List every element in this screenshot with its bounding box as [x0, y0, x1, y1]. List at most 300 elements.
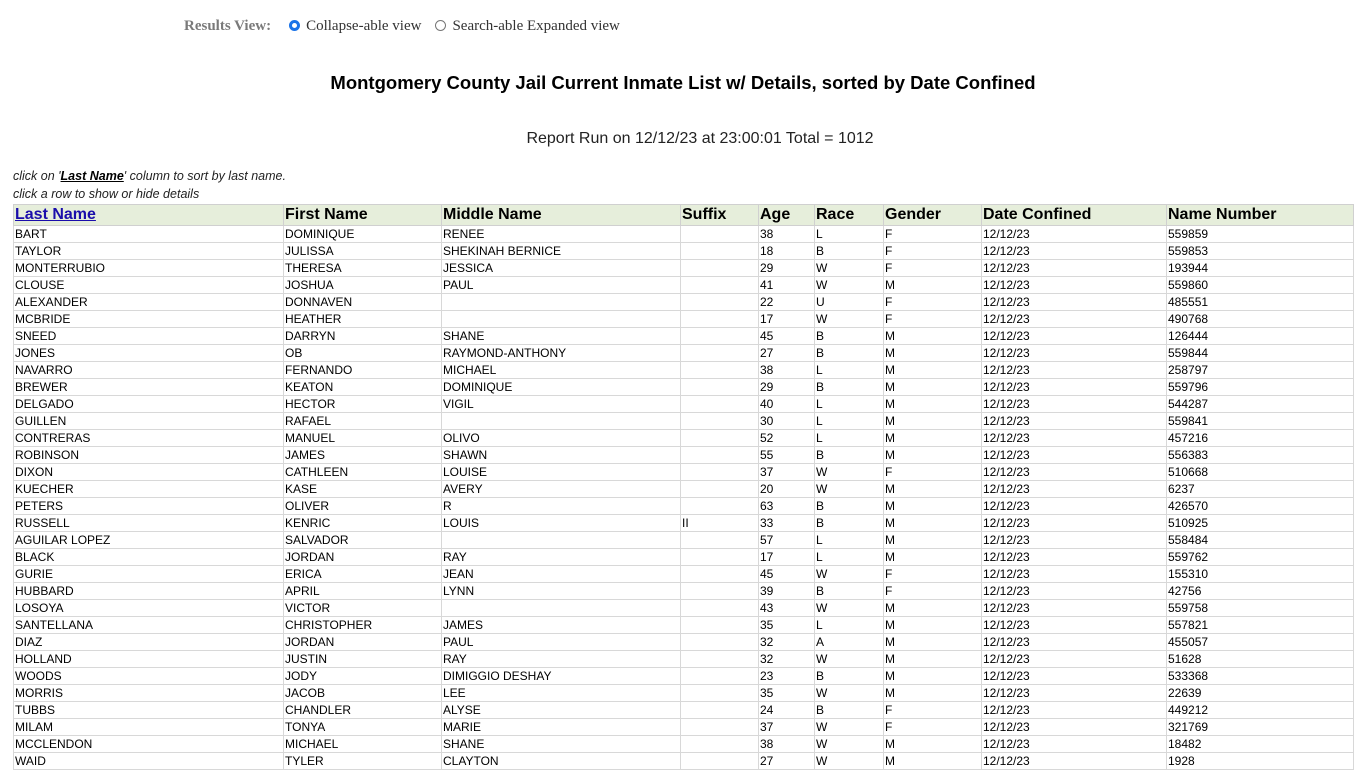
cell-middle-name: LEE — [442, 685, 681, 702]
cell-first-name: JODY — [284, 668, 442, 685]
cell-first-name: DOMINIQUE — [284, 226, 442, 243]
cell-middle-name — [442, 294, 681, 311]
cell-suffix — [681, 328, 759, 345]
cell-suffix — [681, 702, 759, 719]
cell-name-number: 42756 — [1167, 583, 1354, 600]
cell-age: 40 — [759, 396, 815, 413]
cell-suffix: II — [681, 515, 759, 532]
sort-hint-suffix: ' column to sort by last name. — [123, 169, 286, 183]
cell-first-name: ERICA — [284, 566, 442, 583]
cell-gender: F — [884, 294, 982, 311]
cell-suffix — [681, 753, 759, 770]
cell-first-name: MICHAEL — [284, 736, 442, 753]
cell-suffix — [681, 583, 759, 600]
cell-age: 43 — [759, 600, 815, 617]
cell-race: L — [815, 617, 884, 634]
table-row[interactable] — [14, 362, 1354, 379]
cell-gender: F — [884, 719, 982, 736]
cell-name-number: 556383 — [1167, 447, 1354, 464]
cell-middle-name: AVERY — [442, 481, 681, 498]
cell-gender: M — [884, 668, 982, 685]
cell-date-confined: 12/12/23 — [982, 600, 1167, 617]
cell-age: 22 — [759, 294, 815, 311]
cell-race: W — [815, 481, 884, 498]
cell-gender: F — [884, 566, 982, 583]
inmate-table — [13, 204, 1354, 770]
collapse-view-label[interactable]: Collapse-able view — [306, 17, 422, 34]
cell-suffix — [681, 549, 759, 566]
cell-race: L — [815, 362, 884, 379]
table-row[interactable] — [14, 498, 1354, 515]
cell-suffix — [681, 532, 759, 549]
collapse-view-radio[interactable] — [289, 18, 421, 35]
cell-date-confined: 12/12/23 — [982, 413, 1167, 430]
cell-age: 35 — [759, 685, 815, 702]
table-row[interactable] — [14, 736, 1354, 753]
cell-first-name: KASE — [284, 481, 442, 498]
cell-race: W — [815, 311, 884, 328]
cell-name-number: 51628 — [1167, 651, 1354, 668]
table-row[interactable] — [14, 719, 1354, 736]
cell-middle-name: MICHAEL — [442, 362, 681, 379]
cell-middle-name — [442, 532, 681, 549]
cell-race: W — [815, 719, 884, 736]
sort-hint-prefix: click on ' — [13, 169, 61, 183]
cell-name-number: 490768 — [1167, 311, 1354, 328]
cell-date-confined: 12/12/23 — [982, 379, 1167, 396]
cell-middle-name: OLIVO — [442, 430, 681, 447]
cell-date-confined: 12/12/23 — [982, 362, 1167, 379]
cell-first-name: JUSTIN — [284, 651, 442, 668]
cell-suffix — [681, 600, 759, 617]
cell-first-name: KENRIC — [284, 515, 442, 532]
cell-date-confined: 12/12/23 — [982, 464, 1167, 481]
cell-last-name: TUBBS — [14, 702, 284, 719]
cell-age: 35 — [759, 617, 815, 634]
cell-last-name: BART — [14, 226, 284, 243]
cell-age: 29 — [759, 260, 815, 277]
cell-race: B — [815, 345, 884, 362]
sort-hint-link: Last Name — [60, 169, 124, 183]
cell-date-confined: 12/12/23 — [982, 753, 1167, 770]
table-row[interactable] — [14, 379, 1354, 396]
cell-last-name: KUECHER — [14, 481, 284, 498]
cell-middle-name: PAUL — [442, 634, 681, 651]
cell-age: 38 — [759, 226, 815, 243]
cell-suffix — [681, 566, 759, 583]
cell-age: 38 — [759, 362, 815, 379]
cell-last-name: ALEXANDER — [14, 294, 284, 311]
cell-date-confined: 12/12/23 — [982, 277, 1167, 294]
cell-race: B — [815, 668, 884, 685]
cell-last-name: NAVARRO — [14, 362, 284, 379]
cell-age: 52 — [759, 430, 815, 447]
cell-first-name: JORDAN — [284, 634, 442, 651]
cell-name-number: 22639 — [1167, 685, 1354, 702]
cell-date-confined: 12/12/23 — [982, 617, 1167, 634]
table-row[interactable] — [14, 549, 1354, 566]
col-middle-name: Middle Name — [442, 205, 681, 226]
cell-middle-name: SHANE — [442, 328, 681, 345]
cell-suffix — [681, 260, 759, 277]
col-first-name: First Name — [284, 205, 442, 226]
cell-race: W — [815, 260, 884, 277]
cell-middle-name — [442, 413, 681, 430]
cell-date-confined: 12/12/23 — [982, 311, 1167, 328]
cell-race: B — [815, 583, 884, 600]
col-last-name[interactable] — [14, 205, 284, 226]
cell-name-number: 559860 — [1167, 277, 1354, 294]
cell-gender: F — [884, 702, 982, 719]
cell-gender: M — [884, 345, 982, 362]
cell-last-name: GUILLEN — [14, 413, 284, 430]
table-row[interactable] — [14, 396, 1354, 413]
table-row[interactable] — [14, 685, 1354, 702]
cell-middle-name: DIMIGGIO DESHAY — [442, 668, 681, 685]
cell-middle-name: RAY — [442, 651, 681, 668]
cell-race: B — [815, 498, 884, 515]
cell-gender: M — [884, 481, 982, 498]
cell-first-name: OLIVER — [284, 498, 442, 515]
cell-date-confined: 12/12/23 — [982, 226, 1167, 243]
cell-suffix — [681, 685, 759, 702]
cell-middle-name: ALYSE — [442, 702, 681, 719]
table-row[interactable] — [14, 260, 1354, 277]
cell-first-name: THERESA — [284, 260, 442, 277]
col-suffix: Suffix — [681, 205, 759, 226]
cell-name-number: 533368 — [1167, 668, 1354, 685]
cell-gender: M — [884, 549, 982, 566]
cell-gender: M — [884, 328, 982, 345]
cell-last-name: MONTERRUBIO — [14, 260, 284, 277]
table-header-row — [14, 205, 1354, 226]
cell-last-name: ROBINSON — [14, 447, 284, 464]
cell-age: 38 — [759, 736, 815, 753]
cell-suffix — [681, 430, 759, 447]
table-row[interactable] — [14, 311, 1354, 328]
cell-last-name: BREWER — [14, 379, 284, 396]
cell-race: B — [815, 702, 884, 719]
cell-first-name: CHANDLER — [284, 702, 442, 719]
table-row[interactable] — [14, 277, 1354, 294]
cell-name-number: 193944 — [1167, 260, 1354, 277]
table-row[interactable] — [14, 294, 1354, 311]
cell-gender: F — [884, 464, 982, 481]
table-row[interactable] — [14, 430, 1354, 447]
cell-middle-name: MARIE — [442, 719, 681, 736]
cell-name-number: 426570 — [1167, 498, 1354, 515]
cell-age: 41 — [759, 277, 815, 294]
cell-last-name: AGUILAR LOPEZ — [14, 532, 284, 549]
cell-suffix — [681, 464, 759, 481]
col-date-confined: Date Confined — [982, 205, 1167, 226]
cell-race: W — [815, 685, 884, 702]
cell-date-confined: 12/12/23 — [982, 702, 1167, 719]
cell-name-number: 321769 — [1167, 719, 1354, 736]
table-row[interactable] — [14, 515, 1354, 532]
cell-middle-name: RAY — [442, 549, 681, 566]
cell-race: B — [815, 379, 884, 396]
cell-last-name: CLOUSE — [14, 277, 284, 294]
cell-suffix — [681, 362, 759, 379]
cell-first-name: JOSHUA — [284, 277, 442, 294]
cell-age: 45 — [759, 566, 815, 583]
cell-race: L — [815, 413, 884, 430]
table-row[interactable] — [14, 413, 1354, 430]
cell-last-name: SNEED — [14, 328, 284, 345]
cell-date-confined: 12/12/23 — [982, 515, 1167, 532]
cell-suffix — [681, 719, 759, 736]
cell-first-name: HECTOR — [284, 396, 442, 413]
cell-gender: M — [884, 430, 982, 447]
cell-middle-name: SHAWN — [442, 447, 681, 464]
cell-name-number: 510668 — [1167, 464, 1354, 481]
cell-name-number: 1928 — [1167, 753, 1354, 770]
cell-age: 37 — [759, 464, 815, 481]
cell-last-name: HOLLAND — [14, 651, 284, 668]
cell-middle-name: RAYMOND-ANTHONY — [442, 345, 681, 362]
cell-age: 30 — [759, 413, 815, 430]
cell-middle-name: LOUISE — [442, 464, 681, 481]
col-age: Age — [759, 205, 815, 226]
cell-last-name: MORRIS — [14, 685, 284, 702]
cell-name-number: 557821 — [1167, 617, 1354, 634]
table-row[interactable] — [14, 583, 1354, 600]
cell-name-number: 559844 — [1167, 345, 1354, 362]
cell-last-name: WAID — [14, 753, 284, 770]
cell-gender: M — [884, 277, 982, 294]
cell-suffix — [681, 413, 759, 430]
cell-middle-name: SHEKINAH BERNICE — [442, 243, 681, 260]
cell-middle-name: RENEE — [442, 226, 681, 243]
cell-middle-name: JAMES — [442, 617, 681, 634]
table-row[interactable] — [14, 328, 1354, 345]
cell-age: 29 — [759, 379, 815, 396]
cell-suffix — [681, 617, 759, 634]
cell-middle-name: LYNN — [442, 583, 681, 600]
cell-first-name: RAFAEL — [284, 413, 442, 430]
cell-gender: F — [884, 243, 982, 260]
cell-gender: M — [884, 651, 982, 668]
cell-gender: F — [884, 226, 982, 243]
cell-last-name: MILAM — [14, 719, 284, 736]
cell-first-name: JAMES — [284, 447, 442, 464]
table-row[interactable] — [14, 566, 1354, 583]
cell-first-name: TYLER — [284, 753, 442, 770]
cell-suffix — [681, 277, 759, 294]
cell-middle-name: R — [442, 498, 681, 515]
cell-gender: F — [884, 311, 982, 328]
cell-date-confined: 12/12/23 — [982, 294, 1167, 311]
cell-gender: M — [884, 753, 982, 770]
cell-gender: F — [884, 260, 982, 277]
cell-middle-name — [442, 311, 681, 328]
cell-name-number: 544287 — [1167, 396, 1354, 413]
table-row[interactable] — [14, 668, 1354, 685]
radio-checked-icon[interactable] — [289, 20, 300, 31]
cell-date-confined: 12/12/23 — [982, 736, 1167, 753]
cell-suffix — [681, 498, 759, 515]
cell-first-name: JACOB — [284, 685, 442, 702]
cell-gender: F — [884, 583, 982, 600]
cell-age: 17 — [759, 311, 815, 328]
cell-first-name: OB — [284, 345, 442, 362]
cell-race: A — [815, 634, 884, 651]
table-row[interactable] — [14, 447, 1354, 464]
cell-name-number: 559841 — [1167, 413, 1354, 430]
cell-race: L — [815, 532, 884, 549]
expanded-view-radio[interactable] — [435, 18, 619, 35]
cell-suffix — [681, 345, 759, 362]
cell-date-confined: 12/12/23 — [982, 345, 1167, 362]
table-row[interactable] — [14, 702, 1354, 719]
cell-suffix — [681, 294, 759, 311]
table-row[interactable] — [14, 617, 1354, 634]
cell-age: 57 — [759, 532, 815, 549]
cell-race: W — [815, 600, 884, 617]
cell-name-number: 485551 — [1167, 294, 1354, 311]
cell-first-name: JULISSA — [284, 243, 442, 260]
cell-gender: M — [884, 515, 982, 532]
table-row[interactable] — [14, 532, 1354, 549]
expanded-view-label[interactable]: Search-able Expanded view — [452, 17, 620, 34]
cell-last-name: JONES — [14, 345, 284, 362]
cell-middle-name: VIGIL — [442, 396, 681, 413]
cell-first-name: HEATHER — [284, 311, 442, 328]
cell-gender: M — [884, 498, 982, 515]
sort-last-name-link[interactable]: Last Name — [15, 206, 96, 223]
table-row[interactable] — [14, 753, 1354, 770]
cell-suffix — [681, 243, 759, 260]
cell-age: 55 — [759, 447, 815, 464]
cell-first-name: CHRISTOPHER — [284, 617, 442, 634]
cell-last-name: MCBRIDE — [14, 311, 284, 328]
results-view-label: Results View: — [184, 17, 272, 34]
col-name-number: Name Number — [1167, 205, 1354, 226]
table-row[interactable] — [14, 481, 1354, 498]
cell-suffix — [681, 736, 759, 753]
cell-last-name: RUSSELL — [14, 515, 284, 532]
cell-race: U — [815, 294, 884, 311]
cell-suffix — [681, 396, 759, 413]
cell-gender: M — [884, 413, 982, 430]
cell-middle-name: JEAN — [442, 566, 681, 583]
cell-gender: M — [884, 736, 982, 753]
cell-race: L — [815, 430, 884, 447]
cell-last-name: GURIE — [14, 566, 284, 583]
cell-name-number: 258797 — [1167, 362, 1354, 379]
cell-date-confined: 12/12/23 — [982, 498, 1167, 515]
cell-middle-name: JESSICA — [442, 260, 681, 277]
cell-first-name: TONYA — [284, 719, 442, 736]
table-row[interactable] — [14, 345, 1354, 362]
cell-race: W — [815, 651, 884, 668]
cell-middle-name: LOUIS — [442, 515, 681, 532]
cell-date-confined: 12/12/23 — [982, 447, 1167, 464]
cell-name-number: 559853 — [1167, 243, 1354, 260]
cell-suffix — [681, 634, 759, 651]
cell-first-name: FERNANDO — [284, 362, 442, 379]
cell-race: B — [815, 328, 884, 345]
cell-last-name: SANTELLANA — [14, 617, 284, 634]
cell-age: 33 — [759, 515, 815, 532]
cell-date-confined: 12/12/23 — [982, 396, 1167, 413]
cell-last-name: TAYLOR — [14, 243, 284, 260]
cell-race: W — [815, 753, 884, 770]
cell-first-name: DARRYN — [284, 328, 442, 345]
cell-age: 24 — [759, 702, 815, 719]
cell-race: W — [815, 277, 884, 294]
cell-middle-name: PAUL — [442, 277, 681, 294]
cell-date-confined: 12/12/23 — [982, 583, 1167, 600]
cell-last-name: PETERS — [14, 498, 284, 515]
cell-race: B — [815, 515, 884, 532]
cell-race: L — [815, 549, 884, 566]
cell-gender: M — [884, 396, 982, 413]
cell-gender: M — [884, 600, 982, 617]
cell-name-number: 559762 — [1167, 549, 1354, 566]
cell-name-number: 455057 — [1167, 634, 1354, 651]
cell-middle-name: DOMINIQUE — [442, 379, 681, 396]
col-gender: Gender — [884, 205, 982, 226]
cell-date-confined: 12/12/23 — [982, 243, 1167, 260]
cell-first-name: VICTOR — [284, 600, 442, 617]
col-race: Race — [815, 205, 884, 226]
table-row[interactable] — [14, 464, 1354, 481]
cell-first-name: APRIL — [284, 583, 442, 600]
table-row[interactable] — [14, 634, 1354, 651]
cell-name-number: 559758 — [1167, 600, 1354, 617]
results-view-selector — [184, 16, 634, 36]
cell-date-confined: 12/12/23 — [982, 651, 1167, 668]
cell-name-number: 155310 — [1167, 566, 1354, 583]
cell-name-number: 449212 — [1167, 702, 1354, 719]
cell-race: B — [815, 447, 884, 464]
radio-unchecked-icon[interactable] — [435, 20, 446, 31]
cell-date-confined: 12/12/23 — [982, 719, 1167, 736]
cell-date-confined: 12/12/23 — [982, 481, 1167, 498]
cell-race: B — [815, 243, 884, 260]
table-row[interactable] — [14, 651, 1354, 668]
report-run-info: Report Run on 12/12/23 at 23:00:01 Total = 1012 — [526, 130, 874, 147]
cell-date-confined: 12/12/23 — [982, 549, 1167, 566]
cell-age: 32 — [759, 651, 815, 668]
cell-date-confined: 12/12/23 — [982, 668, 1167, 685]
table-row[interactable] — [14, 600, 1354, 617]
cell-last-name: CONTRERAS — [14, 430, 284, 447]
cell-last-name: DIXON — [14, 464, 284, 481]
cell-age: 32 — [759, 634, 815, 651]
cell-last-name: LOSOYA — [14, 600, 284, 617]
table-row[interactable] — [14, 243, 1354, 260]
cell-suffix — [681, 481, 759, 498]
cell-race: W — [815, 736, 884, 753]
cell-gender: M — [884, 532, 982, 549]
cell-date-confined: 12/12/23 — [982, 430, 1167, 447]
cell-date-confined: 12/12/23 — [982, 260, 1167, 277]
cell-age: 39 — [759, 583, 815, 600]
cell-gender: M — [884, 685, 982, 702]
cell-name-number: 6237 — [1167, 481, 1354, 498]
cell-date-confined: 12/12/23 — [982, 566, 1167, 583]
cell-suffix — [681, 447, 759, 464]
sort-hint — [13, 169, 286, 183]
cell-race: L — [815, 226, 884, 243]
table-row[interactable] — [14, 226, 1354, 243]
cell-suffix — [681, 226, 759, 243]
cell-date-confined: 12/12/23 — [982, 532, 1167, 549]
cell-age: 37 — [759, 719, 815, 736]
